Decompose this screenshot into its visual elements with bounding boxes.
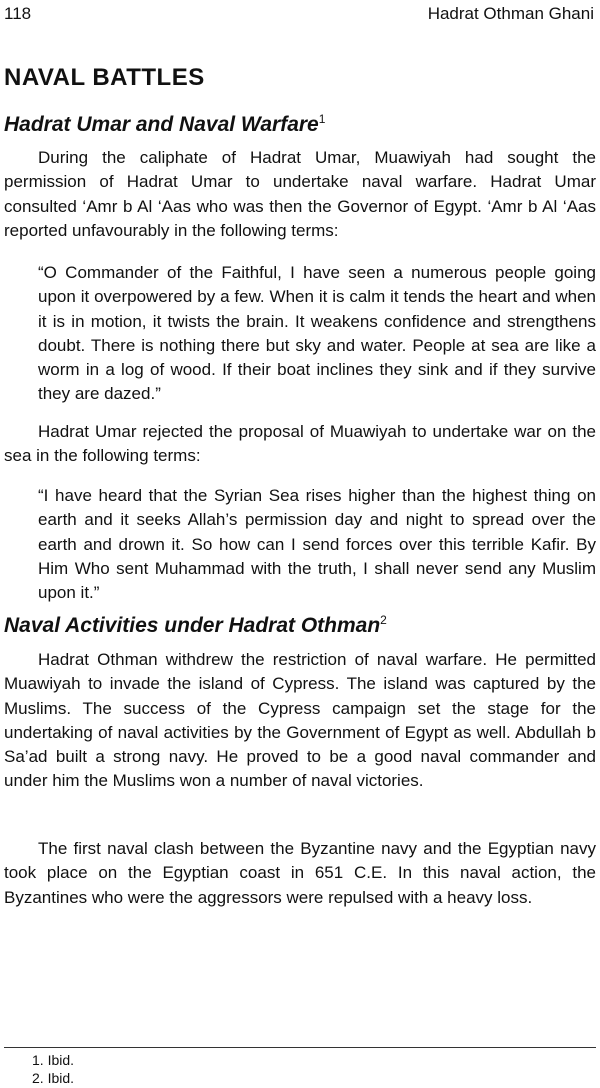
running-header (4, 3, 594, 29)
footnote: 2. Ibid. (32, 1070, 75, 1086)
paragraph: The first naval clash between the Byzantine navy and the Egyptian navy took place on the Egyptian coast in 651 C.E. In this naval action, the Byzantines who were the aggressors were repulsed with a heavy loss. (4, 839, 596, 907)
footnote-mark: 2 (380, 613, 387, 627)
footnote: 1. Ibid. (32, 1052, 75, 1068)
section-heading: NAVAL BATTLES (4, 64, 205, 91)
paragraph: Hadrat Othman withdrew the restriction of naval warfare. He permitted Muawiyah to invade the island of Cypress. The island was captured by the Muslims. The success of the Cypress campaign set the stage for the undertaking of naval activities by the Government of Egypt as well. Abdullah b Sa’ad built a strong navy. He proved to be a good naval commander and under him the Muslims won a number of naval victories. (4, 650, 596, 791)
subsection-heading-text: Naval Activities under Hadrat Othman (4, 614, 381, 637)
block-quote: “O Commander of the Faithful, I have seen a numerous people going upon it overpowered by a few. When it is calm it tends the heart and when it is in motion, it twists the brain. It weakens confidence and strengthens doubt. There is nothing there but sky and water. People at sea are like a worm in a log of wood. If their boat inclines they sink and if they survive they are dazed.” (38, 263, 596, 404)
block-quote: “I have heard that the Syrian Sea rises higher than the highest thing on earth and it seeks Allah’s permission day and night to spread over the earth and drown it. So how can I send forces over this terrible Kafir. By Him Who sent Muhammad with the truth, I shall never send any Muslim upon it.” (38, 486, 596, 603)
subsection-heading-umar (4, 112, 325, 137)
footnote-divider (4, 1047, 596, 1048)
page-number: 118 (4, 4, 32, 23)
subsection-heading-text: Hadrat Umar and Naval Warfare (4, 113, 319, 136)
book-title: Hadrat Othman Ghani (427, 4, 594, 23)
paragraph: During the caliphate of Hadrat Umar, Muawiyah had sought the permission of Hadrat Umar to undertake naval warfare. Hadrat Umar consulted ‘Amr b Al ‘Aas who was then the Governor of Egypt. ‘Amr b Al ‘Aas reported unfavourably in the following terms: (4, 148, 596, 240)
subsection-heading-othman (4, 613, 387, 638)
footnote-mark: 1 (318, 112, 326, 126)
paragraph: Hadrat Umar rejected the proposal of Muawiyah to undertake war on the sea in the following terms: (4, 422, 596, 466)
footnotes (32, 1051, 74, 1087)
